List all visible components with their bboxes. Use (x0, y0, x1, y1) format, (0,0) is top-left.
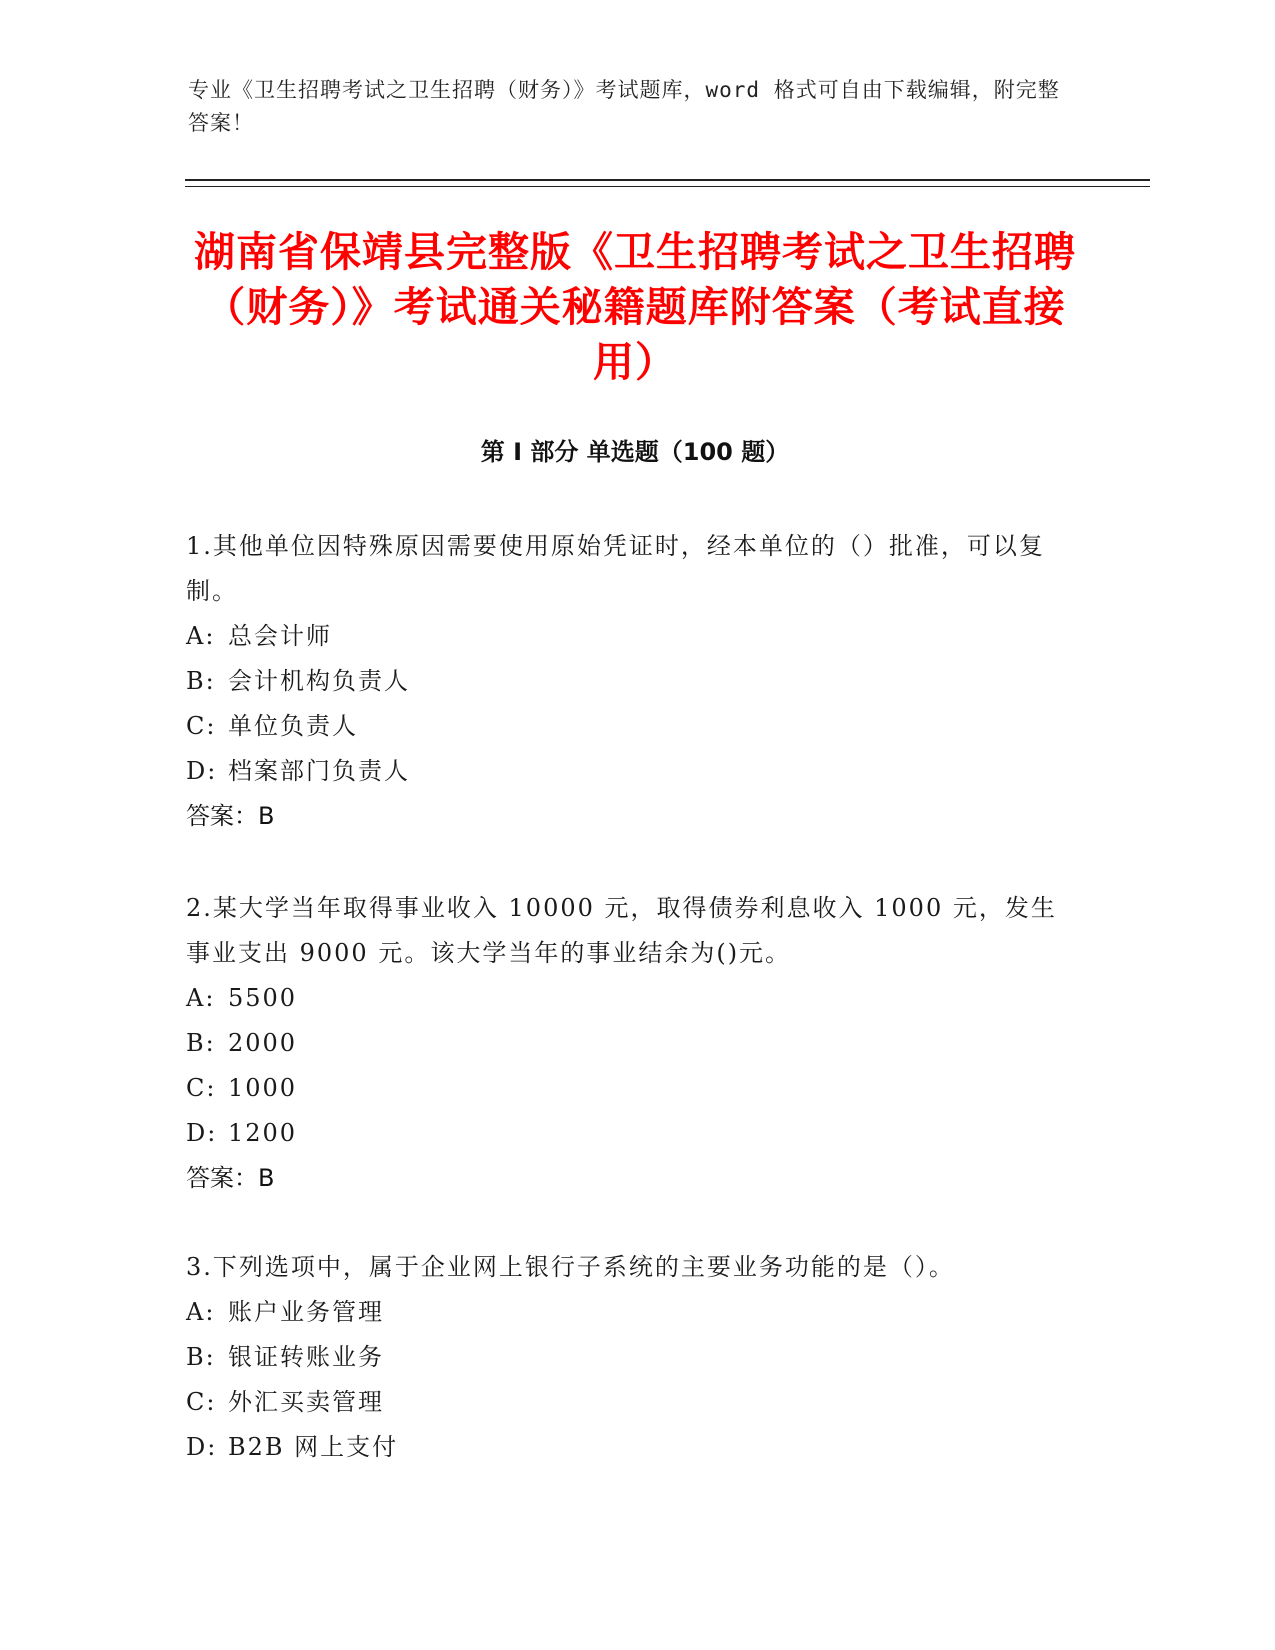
option-text: 银证转账业务 (228, 1343, 384, 1371)
option-b (186, 659, 1076, 704)
question-stem: 2.某大学当年取得事业收入 10000 元，取得债券利息收入 1000 元，发生事业支出 9000 元。该大学当年的事业结余为()元。 (186, 894, 1057, 967)
option-text: 账户业务管理 (228, 1298, 384, 1326)
question-stem: 1.其他单位因特殊原因需要使用原始凭证时，经本单位的（）批准，可以复制。 (186, 532, 1045, 605)
question-stem: 3.下列选项中，属于企业网上银行子系统的主要业务功能的是（）。 (186, 1253, 955, 1281)
option-text: 单位负责人 (228, 712, 358, 740)
header-divider-thin (185, 186, 1150, 187)
option-a (186, 976, 1076, 1021)
option-text: 1200 (228, 1119, 298, 1147)
option-a (186, 614, 1076, 659)
option-c (186, 704, 1076, 749)
answer: 答案：B (186, 802, 275, 830)
option-key: A: (186, 1298, 216, 1326)
option-key: D: (186, 1433, 218, 1461)
option-key: A: (186, 984, 216, 1012)
question-2 (186, 886, 1076, 1201)
header-divider-thick (185, 179, 1150, 181)
option-text: 总会计师 (228, 622, 332, 650)
option-d (186, 1111, 1076, 1156)
document-title: 湖南省保靖县完整版《卫生招聘考试之卫生招聘（财务）》考试通关秘籍题库附答案（考试直接用） (194, 228, 1076, 386)
option-d (186, 749, 1076, 794)
option-key: C: (186, 1074, 217, 1102)
option-text: 会计机构负责人 (228, 667, 410, 695)
option-c (186, 1380, 1076, 1425)
question-1 (186, 524, 1076, 839)
option-key: B: (186, 1343, 216, 1371)
option-text: 外汇买卖管理 (228, 1388, 384, 1416)
header-note: 专业《卫生招聘考试之卫生招聘（财务）》考试题库，word 格式可自由下载编辑，附完整答案！ (188, 78, 1060, 135)
answer: 答案：B (186, 1164, 275, 1192)
option-a (186, 1290, 1076, 1335)
option-key: C: (186, 712, 217, 740)
option-key: C: (186, 1388, 217, 1416)
option-text: B2B 网上支付 (228, 1433, 399, 1461)
option-b (186, 1021, 1076, 1066)
option-text: 2000 (228, 1029, 298, 1057)
option-key: D: (186, 757, 218, 785)
option-c (186, 1066, 1076, 1111)
option-b (186, 1335, 1076, 1380)
option-key: A: (186, 622, 216, 650)
option-d (186, 1425, 1076, 1470)
option-key: D: (186, 1119, 218, 1147)
question-3 (186, 1245, 1076, 1470)
option-text: 1000 (228, 1074, 298, 1102)
section-heading: 第 I 部分 单选题（100 题） (480, 438, 790, 466)
option-key: B: (186, 1029, 216, 1057)
option-text: 档案部门负责人 (228, 757, 410, 785)
option-text: 5500 (228, 984, 298, 1012)
option-key: B: (186, 667, 216, 695)
